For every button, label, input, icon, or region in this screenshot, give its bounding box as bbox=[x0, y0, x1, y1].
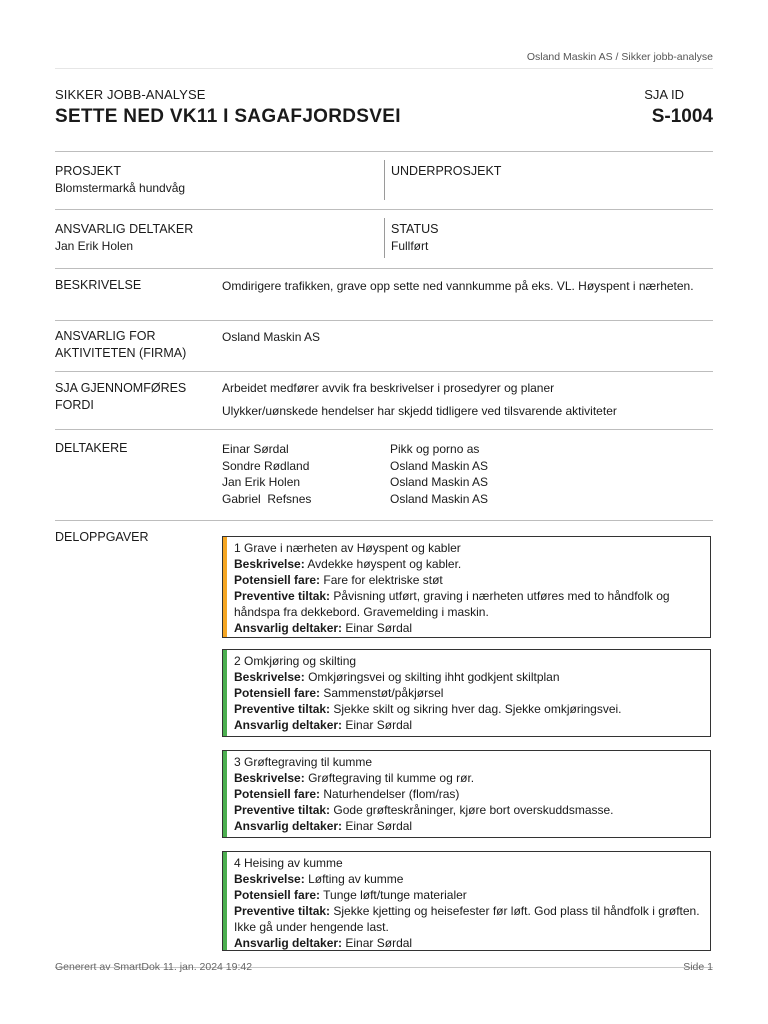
task-ansvarlig bbox=[234, 717, 702, 733]
deltaker-name: Sondre Rødland bbox=[222, 459, 310, 473]
task-field-value: Einar Sørdal bbox=[345, 621, 413, 635]
task-status-bar bbox=[223, 537, 227, 637]
task-field-label: Beskrivelse: bbox=[234, 557, 305, 571]
task-fare bbox=[234, 786, 702, 802]
task-field-value: Sjekke kjetting og heisefester før løft. God plass til håndfolk i grøften. Ikke gå under hengende last. bbox=[234, 904, 700, 934]
task-field-value: Gode grøfteskråninger, kjøre bort overskuddsmasse. bbox=[333, 803, 614, 817]
task-field-value: Sammenstøt/påkjørsel bbox=[323, 686, 444, 700]
status-value: Fullført bbox=[391, 239, 429, 253]
task-field-value: Naturhendelser (flom/ras) bbox=[323, 787, 460, 801]
task-beskrivelse bbox=[234, 669, 702, 685]
task-field-label: Potensiell fare: bbox=[234, 888, 321, 902]
task-field-value: Einar Sørdal bbox=[345, 936, 413, 950]
page-title: SETTE NED VK11 I SAGAFJORDSVEI bbox=[55, 106, 401, 127]
task-field-label: Potensiell fare: bbox=[234, 686, 321, 700]
task-field-value: Påvisning utført, graving i nærheten utføres med to håndfolk og håndspa fra dekkebord. Gravemelding i maskin. bbox=[234, 589, 670, 619]
deltaker-name: Gabriel Refsnes bbox=[222, 492, 312, 506]
beskrivelse-label: BESKRIVELSE bbox=[55, 278, 142, 292]
task-ansvarlig bbox=[234, 620, 702, 636]
section-divider bbox=[55, 520, 713, 521]
task-field-label: Beskrivelse: bbox=[234, 670, 305, 684]
task-beskrivelse bbox=[234, 770, 702, 786]
section-divider bbox=[55, 151, 713, 152]
task-field-label: Ansvarlig deltaker: bbox=[234, 819, 343, 833]
task-field-label: Potensiell fare: bbox=[234, 573, 321, 587]
deltaker-name: Jan Erik Holen bbox=[222, 475, 301, 489]
deltaker-company: Osland Maskin AS bbox=[390, 492, 489, 506]
firma-label: ANSVARLIG FOR AKTIVITETEN (FIRMA) bbox=[55, 329, 187, 360]
task-field-value: Løfting av kumme bbox=[308, 872, 404, 886]
task-card bbox=[222, 750, 711, 838]
task-tiltak bbox=[234, 903, 702, 935]
header-divider bbox=[55, 68, 713, 69]
task-card bbox=[222, 536, 711, 638]
task-beskrivelse bbox=[234, 871, 702, 887]
section-divider bbox=[55, 320, 713, 321]
task-field-value: Sjekke skilt og sikring hver dag. Sjekke omkjøringsvei. bbox=[333, 702, 622, 716]
task-ansvarlig bbox=[234, 818, 702, 834]
task-field-label: Beskrivelse: bbox=[234, 771, 305, 785]
deloppgaver-label: DELOPPGAVER bbox=[55, 530, 149, 544]
task-field-label: Ansvarlig deltaker: bbox=[234, 936, 343, 950]
task-field-label: Preventive tiltak: bbox=[234, 904, 331, 918]
task-field-label: Ansvarlig deltaker: bbox=[234, 718, 343, 732]
underprosjekt-label: UNDERPROSJEKT bbox=[391, 164, 502, 178]
task-field-label: Preventive tiltak: bbox=[234, 803, 331, 817]
deltaker-company: Pikk og porno as bbox=[390, 442, 480, 456]
task-field-label: Ansvarlig deltaker: bbox=[234, 621, 343, 635]
fordi-reason: Ulykker/uønskede hendelser har skjedd tidligere ved tilsvarende aktiviteter bbox=[222, 404, 617, 418]
task-fare bbox=[234, 572, 702, 588]
task-field-value: Avdekke høyspent og kabler. bbox=[307, 557, 462, 571]
task-field-value: Einar Sørdal bbox=[345, 718, 413, 732]
prosjekt-value: Blomstermarkå hundvåg bbox=[55, 181, 186, 195]
task-status-bar bbox=[223, 650, 227, 736]
generated-timestamp: Generert av SmartDok 11. jan. 2024 19:42 bbox=[55, 961, 253, 973]
column-divider bbox=[384, 218, 385, 258]
page-number: Side 1 bbox=[683, 961, 713, 973]
section-divider bbox=[55, 209, 713, 210]
task-title: 2 Omkjøring og skilting bbox=[234, 654, 357, 668]
sja-id-label: SJA ID bbox=[644, 87, 684, 102]
column-divider bbox=[384, 160, 385, 200]
ansvarlig-deltaker-value: Jan Erik Holen bbox=[55, 239, 134, 253]
task-field-label: Potensiell fare: bbox=[234, 787, 321, 801]
task-fare bbox=[234, 887, 702, 903]
task-field-value: Omkjøringsvei og skilting ihht godkjent skiltplan bbox=[308, 670, 560, 684]
fordi-label: SJA GJENNOMFØRES FORDI bbox=[55, 381, 187, 412]
task-field-value: Einar Sørdal bbox=[345, 819, 413, 833]
document-type-label: SIKKER JOBB-ANALYSE bbox=[55, 87, 206, 102]
task-beskrivelse bbox=[234, 556, 702, 572]
status-label: STATUS bbox=[391, 222, 439, 236]
beskrivelse-value: Omdirigere trafikken, grave opp sette ned vannkumme på eks. VL. Høyspent i nærheten. bbox=[222, 279, 694, 293]
task-field-value: Fare for elektriske støt bbox=[323, 573, 443, 587]
task-card bbox=[222, 851, 711, 951]
section-divider bbox=[55, 268, 713, 269]
prosjekt-label: PROSJEKT bbox=[55, 164, 121, 178]
task-field-value: Grøftegraving til kumme og rør. bbox=[308, 771, 475, 785]
deltaker-company: Osland Maskin AS bbox=[390, 475, 489, 489]
deltaker-company: Osland Maskin AS bbox=[390, 459, 489, 473]
task-tiltak bbox=[234, 588, 702, 620]
task-title: 1 Grave i nærheten av Høyspent og kabler bbox=[234, 541, 461, 555]
task-title: 3 Grøftegraving til kumme bbox=[234, 755, 373, 769]
task-field-label: Preventive tiltak: bbox=[234, 589, 331, 603]
task-tiltak bbox=[234, 802, 702, 818]
task-card bbox=[222, 649, 711, 737]
fordi-reason: Arbeidet medfører avvik fra beskrivelser i prosedyrer og planer bbox=[222, 381, 555, 395]
section-divider bbox=[55, 371, 713, 372]
task-tiltak bbox=[234, 701, 702, 717]
section-divider bbox=[55, 429, 713, 430]
task-fare bbox=[234, 685, 702, 701]
sja-id-value: S-1004 bbox=[651, 106, 713, 127]
task-ansvarlig bbox=[234, 935, 702, 951]
task-field-label: Beskrivelse: bbox=[234, 872, 305, 886]
task-title: 4 Heising av kumme bbox=[234, 856, 343, 870]
deltakere-label: DELTAKERE bbox=[55, 441, 128, 455]
task-status-bar bbox=[223, 852, 227, 950]
breadcrumb: Osland Maskin AS / Sikker jobb-analyse bbox=[526, 51, 713, 63]
task-status-bar bbox=[223, 751, 227, 837]
firma-value: Osland Maskin AS bbox=[222, 330, 321, 344]
deltaker-name: Einar Sørdal bbox=[222, 442, 289, 456]
task-field-label: Preventive tiltak: bbox=[234, 702, 331, 716]
ansvarlig-deltaker-label: ANSVARLIG DELTAKER bbox=[55, 222, 194, 236]
task-field-value: Tunge løft/tunge materialer bbox=[323, 888, 467, 902]
